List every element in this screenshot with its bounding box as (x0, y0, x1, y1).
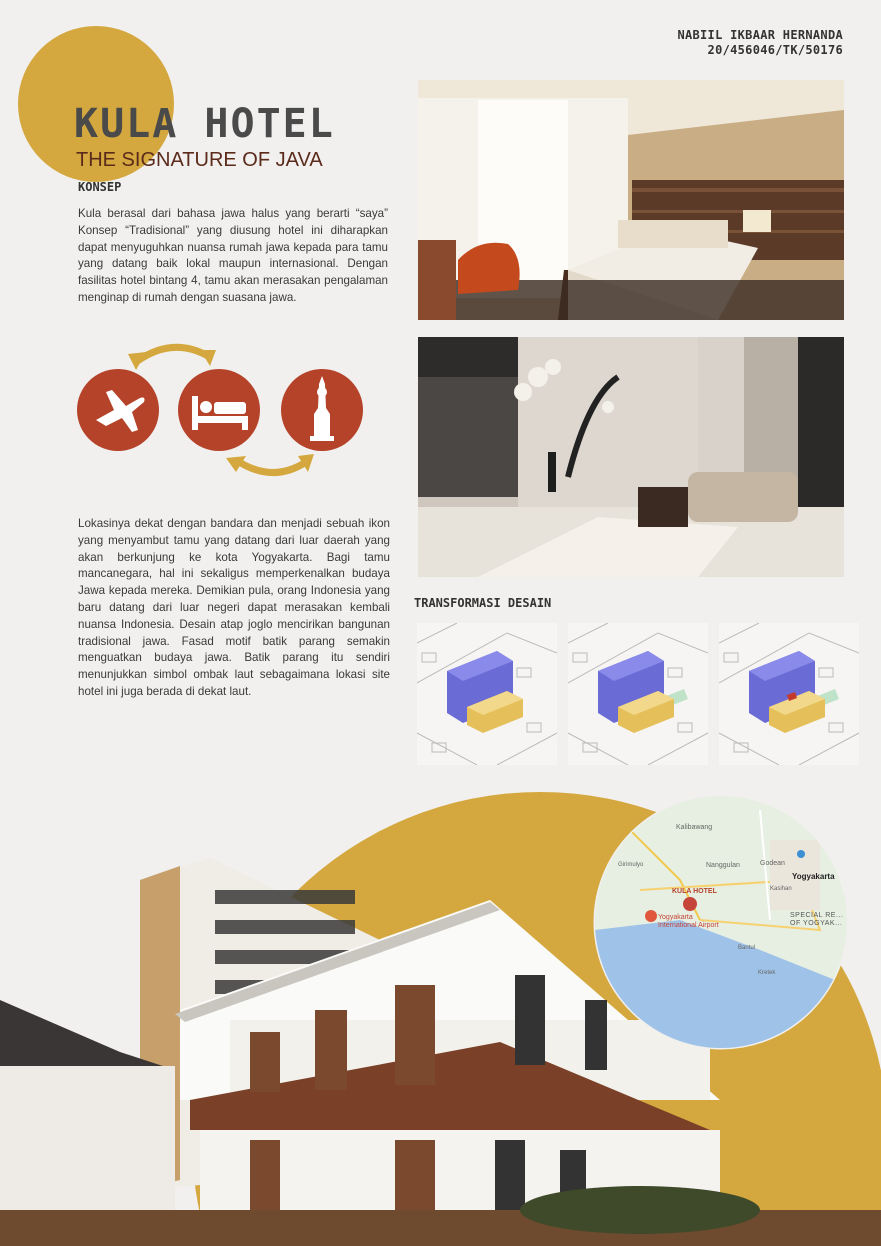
map-label-special-region: SPECIAL RE... OF YOGYAK... (790, 912, 844, 927)
lobby-render (418, 337, 844, 577)
map-label-kalibawang: Kalibawang (676, 824, 713, 831)
monument-icon (281, 369, 363, 451)
author-block (677, 28, 843, 58)
transformation-diagram-2 (568, 623, 708, 765)
page-title: KULA HOTEL (74, 101, 335, 147)
page-subtitle: THE SIGNATURE OF JAVA (76, 149, 323, 171)
bedroom-render (418, 80, 844, 320)
author-id: 20/456046/TK/50176 (707, 43, 843, 57)
transformasi-heading: TRANSFORMASI DESAIN (414, 596, 552, 610)
map-label-kretek: Kretek (758, 970, 776, 976)
konsep-paragraph: Kula berasal dari bahasa jawa halus yang berarti “saya” Konsep “Tradisional” yang diusung hotel ini diharapkan dapat menyuguhkan nuansa rumah jawa kepada para tamu yang datang baik lokal maupun internasional. Dengan fasilitas hotel bintang 4, tamu akan merasakan pengalaman menginap di rumah dengan suasana jawa. (78, 207, 388, 304)
author-name: NABIIL IKBAAR HERNANDA (677, 28, 843, 42)
map-label-nanggulan: Nanggulan (706, 862, 740, 869)
map-label-godean: Godean (760, 860, 785, 867)
transformation-diagram-1 (417, 623, 557, 765)
map-label-kasihan: Kasihan (770, 886, 792, 892)
map-label-hotel: KULA HOTEL (672, 888, 717, 895)
map-label-airport: Yogyakarta International Airport (658, 914, 719, 929)
map-label-bantul: Bantul (738, 945, 756, 951)
exterior-render (0, 770, 881, 1246)
map-label-yogyakarta: Yogyakarta (792, 872, 835, 881)
map-label-girimulyo: Girimulyo (618, 862, 644, 868)
bed-icon (178, 369, 260, 451)
transformation-diagram-3 (719, 623, 859, 765)
konsep-heading: KONSEP (78, 180, 122, 194)
concept-icons (76, 332, 366, 492)
airplane-icon (77, 369, 159, 451)
location-paragraph: Lokasinya dekat dengan bandara dan menjadi sebuah ikon yang menyambut tamu yang datang dari luar daerah yang akan berkunjung ke kota Yogyakarta. Bagi tamu mancanegara, hal ini sekaligus memperkenalkan budaya Jawa kepada mereka. Demikian pula, orang Indonesia yang baru datang dari luar negeri dapat merasakan kembali nuansa Indonesia. Desain atap joglo mencirikan bangunan tradisional jawa. Fasad motif batik parang semakin menguatkan budaya jawa. Batik parang itu sendiri menunjukkan simbol ombak laut sebagaimana lokasi site hotel ini juga berada di dekat laut. (78, 517, 390, 698)
